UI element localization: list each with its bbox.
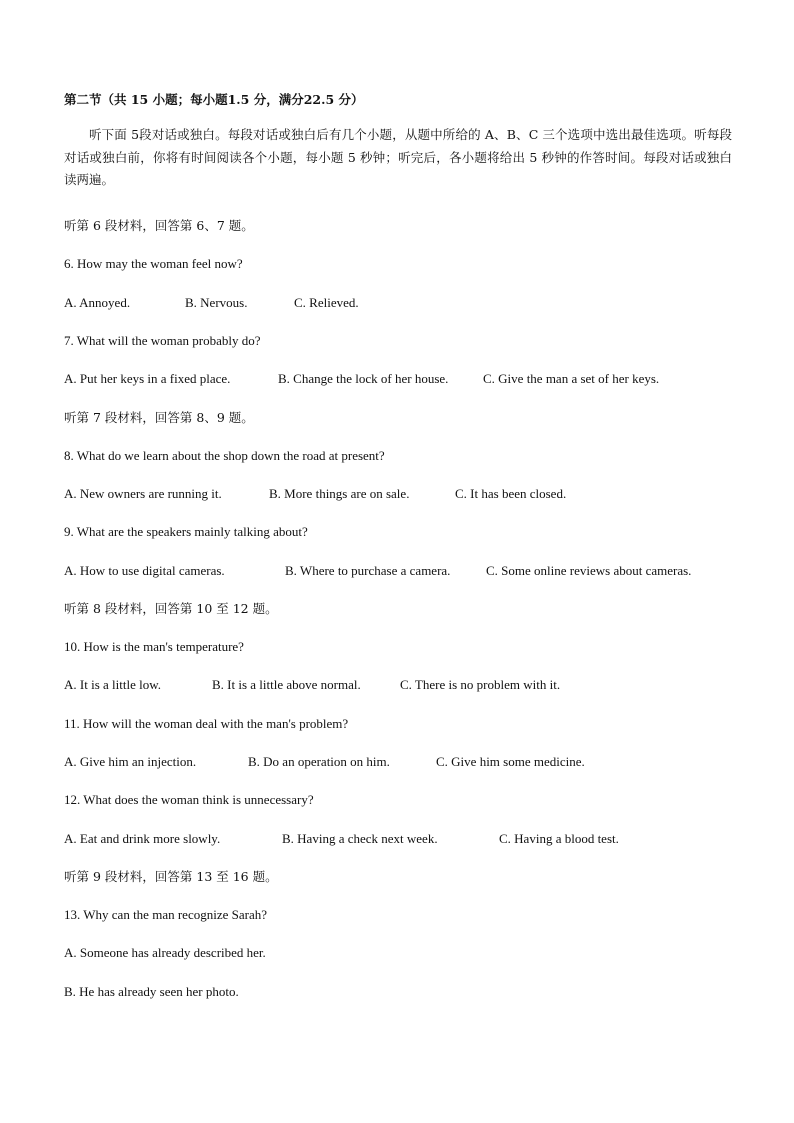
question-stem: 8. What do we learn about the shop down the road at present? (64, 448, 385, 463)
option-c: C. Having a blood test. (499, 831, 619, 846)
option-a: A. Give him an injection. (64, 754, 197, 769)
option-a: A. New owners are running it. (64, 486, 222, 501)
option-b: B. It is a little above normal. (212, 677, 361, 692)
group-label: 听第 7 段材料，回答第 8、9 题。 (64, 410, 254, 425)
option-b: B. More things are on sale. (269, 486, 410, 501)
option-a: A. Annoyed. (64, 295, 131, 310)
group-label: 听第 9 段材料，回答第 13 至 16 题。 (64, 869, 278, 884)
group-label: 听第 8 段材料，回答第 10 至 12 题。 (64, 601, 278, 616)
instructions-paragraph: 听下面 5段对话或独白。每段对话或独白后有几个小题，从题中所给的 A、B、C 三个选项中选出最佳选项。听每段对话或独白前，你将有时间阅读各个小题，每小题 5 秒钟；听完后，各小题将给出 5 秒钟的作答时间。每段对话或独白读两遍。 (64, 127, 732, 187)
option-a: A. It is a little low. (64, 677, 162, 692)
option-a: A. Put her keys in a fixed place. (64, 371, 231, 386)
question-stem: 9. What are the speakers mainly talking about? (64, 524, 308, 539)
option-c: C. There is no problem with it. (400, 677, 561, 692)
option-c: C. Some online reviews about cameras. (486, 563, 692, 578)
option-b: B. Having a check next week. (282, 831, 438, 846)
question-stem: 10. How is the man's temperature? (64, 639, 244, 654)
option-b: B. He has already seen her photo. (64, 984, 239, 999)
option-c: C. It has been closed. (455, 486, 567, 501)
question-stem: 12. What does the woman think is unnecessary? (64, 792, 314, 807)
option-a: A. How to use digital cameras. (64, 563, 225, 578)
option-b: B. Where to purchase a camera. (285, 563, 451, 578)
question-stem: 6. How may the woman feel now? (64, 256, 243, 271)
section-heading: 第二节（共 15 小题；每小题1.5 分，满分22.5 分） (64, 92, 364, 107)
option-a: A. Eat and drink more slowly. (64, 831, 221, 846)
option-c: C. Relieved. (294, 295, 359, 310)
group-label: 听第 6 段材料，回答第 6、7 题。 (64, 218, 254, 233)
question-stem: 7. What will the woman probably do? (64, 333, 261, 348)
option-b: B. Do an operation on him. (248, 754, 390, 769)
question-stem: 11. How will the woman deal with the man's problem? (64, 716, 349, 731)
option-a: A. Someone has already described her. (64, 945, 266, 960)
option-c: C. Give the man a set of her keys. (483, 371, 660, 386)
question-stem: 13. Why can the man recognize Sarah? (64, 907, 267, 922)
option-b: B. Change the lock of her house. (278, 371, 449, 386)
option-b: B. Nervous. (185, 295, 248, 310)
option-c: C. Give him some medicine. (436, 754, 585, 769)
